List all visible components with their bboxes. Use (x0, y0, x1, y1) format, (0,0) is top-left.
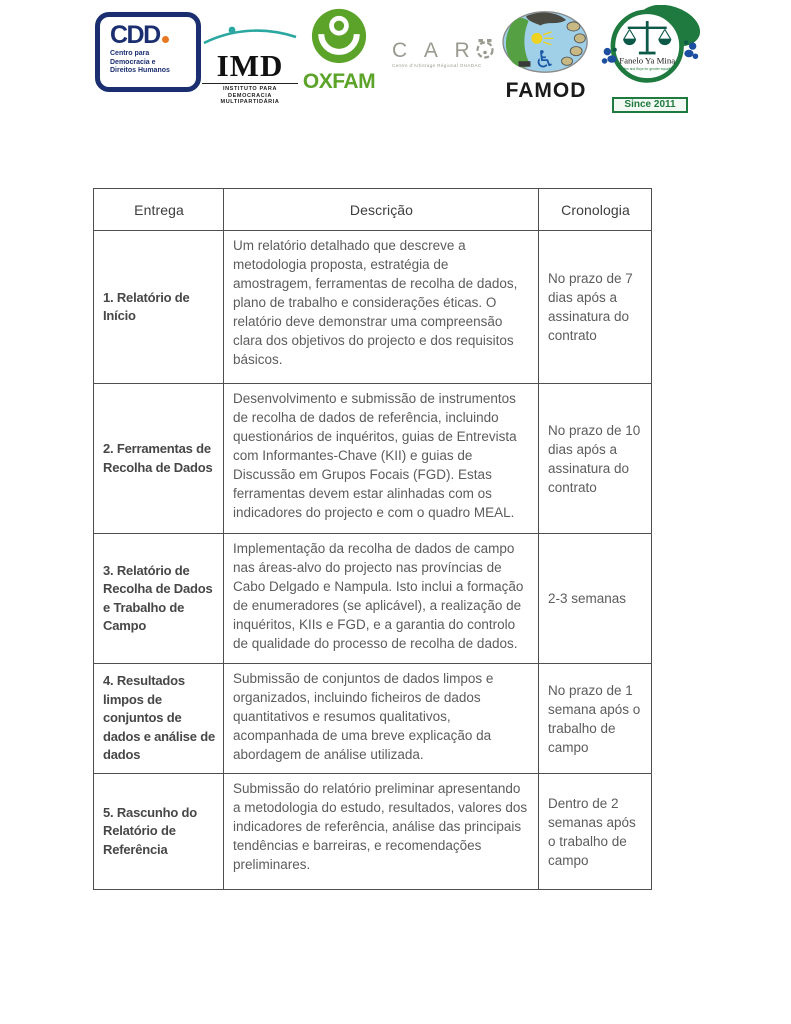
cdd-orange-dot-icon (162, 36, 169, 43)
oxfam-logo (299, 8, 379, 94)
descricao-cell: Desenvolvimento e submissão de instrumentos de recolha de dados de referência, incluindo questionários de inquéritos, guias de Entrevista com Informantes-Chave (KII) e guias de Discussão em Grupos Focais (FGD). Estas ferramentas devem estar alinhadas com os indicadores do projecto e com o quadro MEAL. (224, 384, 539, 534)
oxfam-mark-icon (311, 8, 367, 64)
imd-tagline (202, 83, 298, 106)
famod-wordmark: FAMOD (505, 79, 587, 102)
table-row (94, 384, 652, 534)
descricao-cell: Submissão de conjuntos de dados limpos e organizados, incluindo ficheiros de dados quantitativos e resumos qualitativos, acompanhada de uma breve explicação da abordagem de análise utilizada. (224, 664, 539, 774)
cdd-logo (95, 12, 201, 92)
deliverables-table (93, 188, 652, 890)
cdd-acronym (110, 22, 188, 48)
caro-letters: C A R (392, 39, 476, 62)
table-row (94, 664, 652, 774)
cdd-tagline-line: Democracia e (110, 58, 156, 66)
descricao-cell: Submissão do relatório preliminar apresentando a metodologia do estudo, resultados, valores dos indicadores de referência, análise das principais tendências e barreiras, e recomendações preliminares. (224, 774, 539, 890)
imd-swoosh-icon (202, 24, 298, 46)
cdd-acronym-text: CDD (110, 21, 160, 49)
header-descricao: Descrição (224, 189, 539, 231)
cdd-tagline-line: Centro para (110, 50, 150, 57)
entrega-cell: 1. Relatório de Início (94, 231, 224, 384)
descricao-cell: Implementação da recolha de dados de campo nas áreas-alvo do projecto nas províncias de Cabo Delgado e Nampula. Isto inclui a formação de enumeradores (se aplicável), a realização de inquéritos, KIIs e FGD, e a garantia do controlo de qualidade do processo de recolha de dados. (224, 534, 539, 664)
caro-tagline: Centre d'Arbitrage Régional OHADAC (392, 63, 482, 68)
table-row (94, 534, 652, 664)
oxfam-wordmark: OXFAM (302, 70, 376, 93)
descricao-cell: Um relatório detalhado que descreve a metodologia proposta, estratégia de amostragem, ferramentas de recolha de dados, plano de trabalho e considerações éticas. O relatório deve demonstrar uma compreensão clara dos objetivos do projecto e dos requisitos básicos. (224, 231, 539, 384)
cdd-logo-frame (95, 12, 201, 92)
fanelo-ya-mina-logo (599, 5, 701, 113)
cronologia-cell: No prazo de 10 dias após a assinatura do contrato (539, 384, 652, 534)
svg-text:♿: ♿ (534, 45, 556, 74)
header-cronologia: Cronologia (539, 189, 652, 231)
imd-logo (202, 24, 298, 108)
fanelo-tagline: Men and Boys for gender equality (622, 67, 673, 72)
entrega-cell: 3. Relatório de Recolha de Dados e Trabalho de Campo (94, 534, 224, 664)
cronologia-cell: No prazo de 7 dias após a assinatura do contrato (539, 231, 652, 384)
caro-o-icon (474, 38, 496, 60)
entrega-cell: 2. Ferramentas de Recolha de Dados (94, 384, 224, 534)
imd-acronym: IMD (216, 48, 284, 83)
caro-logo (392, 38, 500, 68)
imd-tagline-line: MULTIPARTIDÁRIA (220, 99, 280, 105)
cdd-tagline-line: Direitos Humanos (110, 67, 170, 74)
famod-globe-icon (499, 10, 593, 74)
cronologia-cell: Dentro de 2 semanas após o trabalho de campo (539, 774, 652, 890)
cronologia-cell: No prazo de 1 semana após o trabalho de campo (539, 664, 652, 774)
header-entrega: Entrega (94, 189, 224, 231)
cronologia-cell: 2-3 semanas (539, 534, 652, 664)
table-row (94, 231, 652, 384)
fanelo-since-badge: Since 2011 (612, 97, 687, 113)
imd-tagline-line: INSTITUTO PARA DEMOCRACIA (222, 86, 278, 99)
svg-text:Fanelo Ya Mina: Fanelo Ya Mina (619, 55, 676, 66)
famod-logo (498, 10, 594, 103)
cdd-tagline (110, 50, 188, 76)
table-header-row (94, 189, 652, 231)
entrega-cell: 5. Rascunho do Relatório de Referência (94, 774, 224, 890)
caro-wordmark (392, 38, 500, 62)
fanelo-mark-icon (599, 5, 701, 89)
entrega-cell: 4. Resultados limpos de conjuntos de dados e análise de dados (94, 664, 224, 774)
table-row (94, 774, 652, 890)
